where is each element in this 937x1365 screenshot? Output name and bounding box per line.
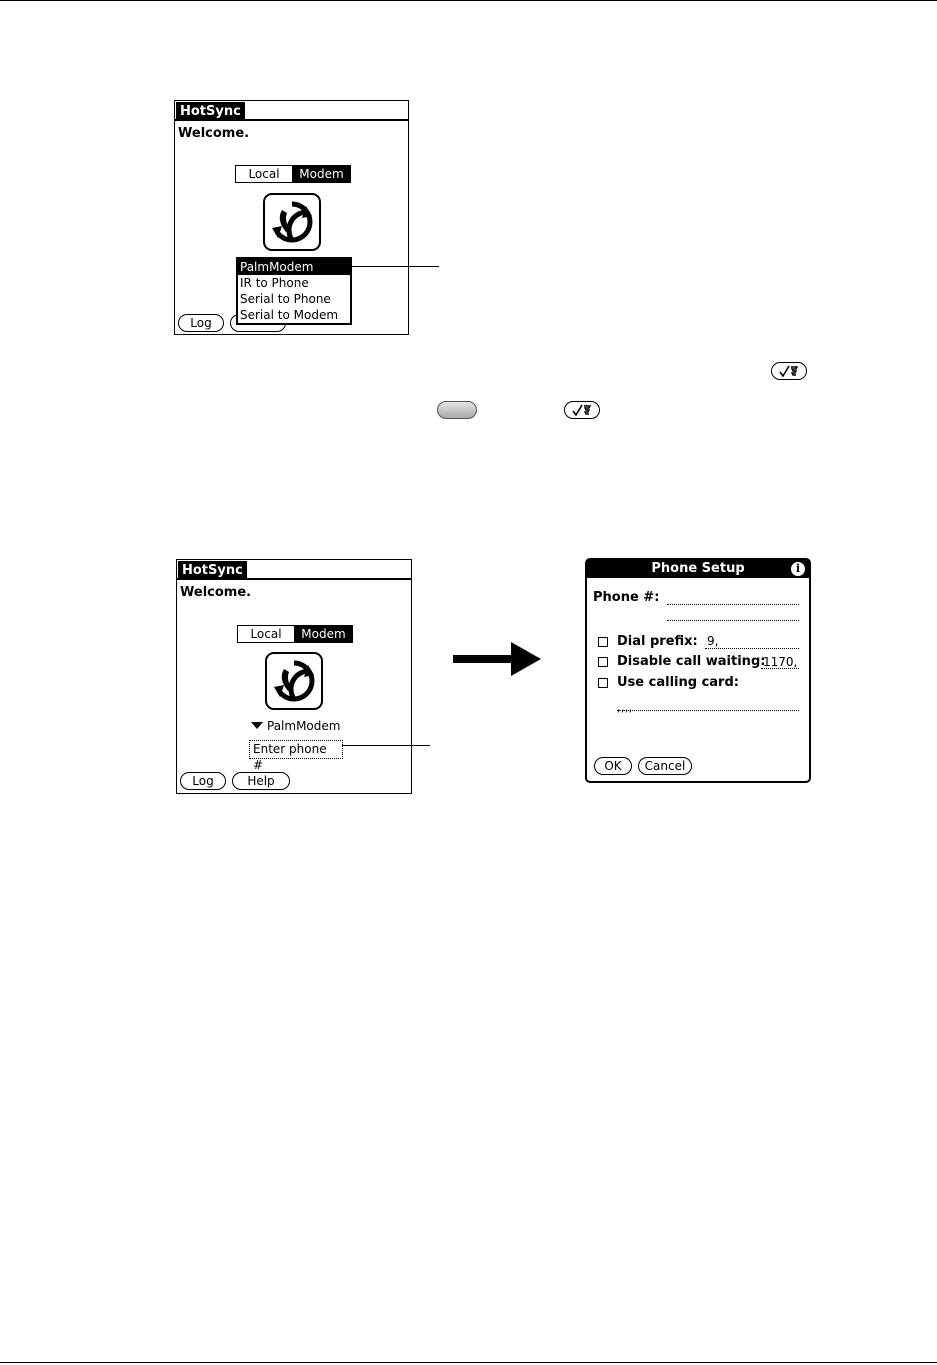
disable-call-waiting-value[interactable]: 1170, [763, 655, 798, 669]
enter-phone-field[interactable]: Enter phone # [249, 740, 343, 759]
calling-card-line [617, 710, 799, 711]
phone-setup-dialog [585, 558, 811, 783]
popup-item-ir-to-phone[interactable]: IR to Phone [240, 276, 309, 290]
phone-field-callout-line [342, 745, 430, 746]
hotsync-screen-phone [176, 559, 412, 794]
disable-call-waiting-line [761, 668, 799, 669]
trigger-label: PalmModem [267, 719, 341, 733]
hotsync-hardware-button-icon [771, 362, 807, 380]
local-push-button[interactable]: Local [238, 626, 295, 642]
hotsync-hardware-button-icon-2 [564, 401, 600, 419]
calling-card-label: Use calling card: [617, 675, 739, 690]
dialog-title: Phone Setup [587, 560, 809, 578]
local-modem-push-buttons [235, 165, 351, 183]
hotsync-button[interactable] [265, 652, 323, 710]
app-title-tab: HotSync [178, 561, 247, 580]
info-icon[interactable]: i [791, 562, 805, 576]
local-push-button[interactable]: Local [236, 166, 293, 182]
popup-item-palmmodem[interactable]: PalmModem [238, 259, 350, 275]
ok-button[interactable]: OK [594, 757, 632, 775]
phone-input-line-2[interactable] [667, 620, 799, 621]
connection-popup-trigger[interactable] [251, 718, 340, 734]
log-button[interactable]: Log [178, 314, 224, 332]
disable-call-waiting-label: Disable call waiting: [617, 654, 766, 669]
hotsync-screen-popup [174, 100, 409, 335]
popup-item-serial-to-phone[interactable]: Serial to Phone [240, 292, 331, 306]
title-bar [177, 560, 411, 580]
hotsync-cradle-icon [270, 657, 318, 705]
phone-input-line-1[interactable] [667, 604, 799, 605]
calling-card-value[interactable]: ,,,, [617, 700, 633, 714]
title-bar [175, 101, 408, 121]
modem-push-button[interactable]: Modem [295, 626, 352, 642]
calling-card-checkbox[interactable] [598, 678, 608, 688]
dial-prefix-label: Dial prefix: [617, 634, 698, 649]
cradle-button-icon [437, 401, 477, 419]
hotsync-cradle-icon [268, 198, 316, 246]
welcome-text: Welcome. [178, 126, 250, 141]
log-button[interactable]: Log [180, 772, 226, 790]
phone-label: Phone #: [593, 590, 660, 605]
popup-item-serial-to-modem[interactable]: Serial to Modem [240, 308, 339, 322]
modem-push-button[interactable]: Modem [293, 166, 350, 182]
header-rule [0, 0, 937, 1]
disable-call-waiting-checkbox[interactable] [598, 657, 608, 667]
local-modem-push-buttons [237, 625, 353, 643]
popup-callout-line [349, 266, 439, 267]
connection-popup-list[interactable] [236, 257, 352, 325]
hotsync-button[interactable] [263, 193, 321, 251]
dial-prefix-value[interactable]: 9, [707, 634, 719, 648]
chevron-down-icon [251, 722, 263, 729]
dial-prefix-checkbox[interactable] [598, 637, 608, 647]
cancel-button[interactable]: Cancel [638, 757, 692, 775]
welcome-text: Welcome. [180, 585, 252, 600]
app-title-tab: HotSync [176, 102, 245, 121]
dial-prefix-line [705, 648, 799, 649]
help-button[interactable]: Help [232, 772, 290, 790]
right-arrow-icon [453, 642, 543, 678]
footer-rule [0, 1362, 937, 1363]
